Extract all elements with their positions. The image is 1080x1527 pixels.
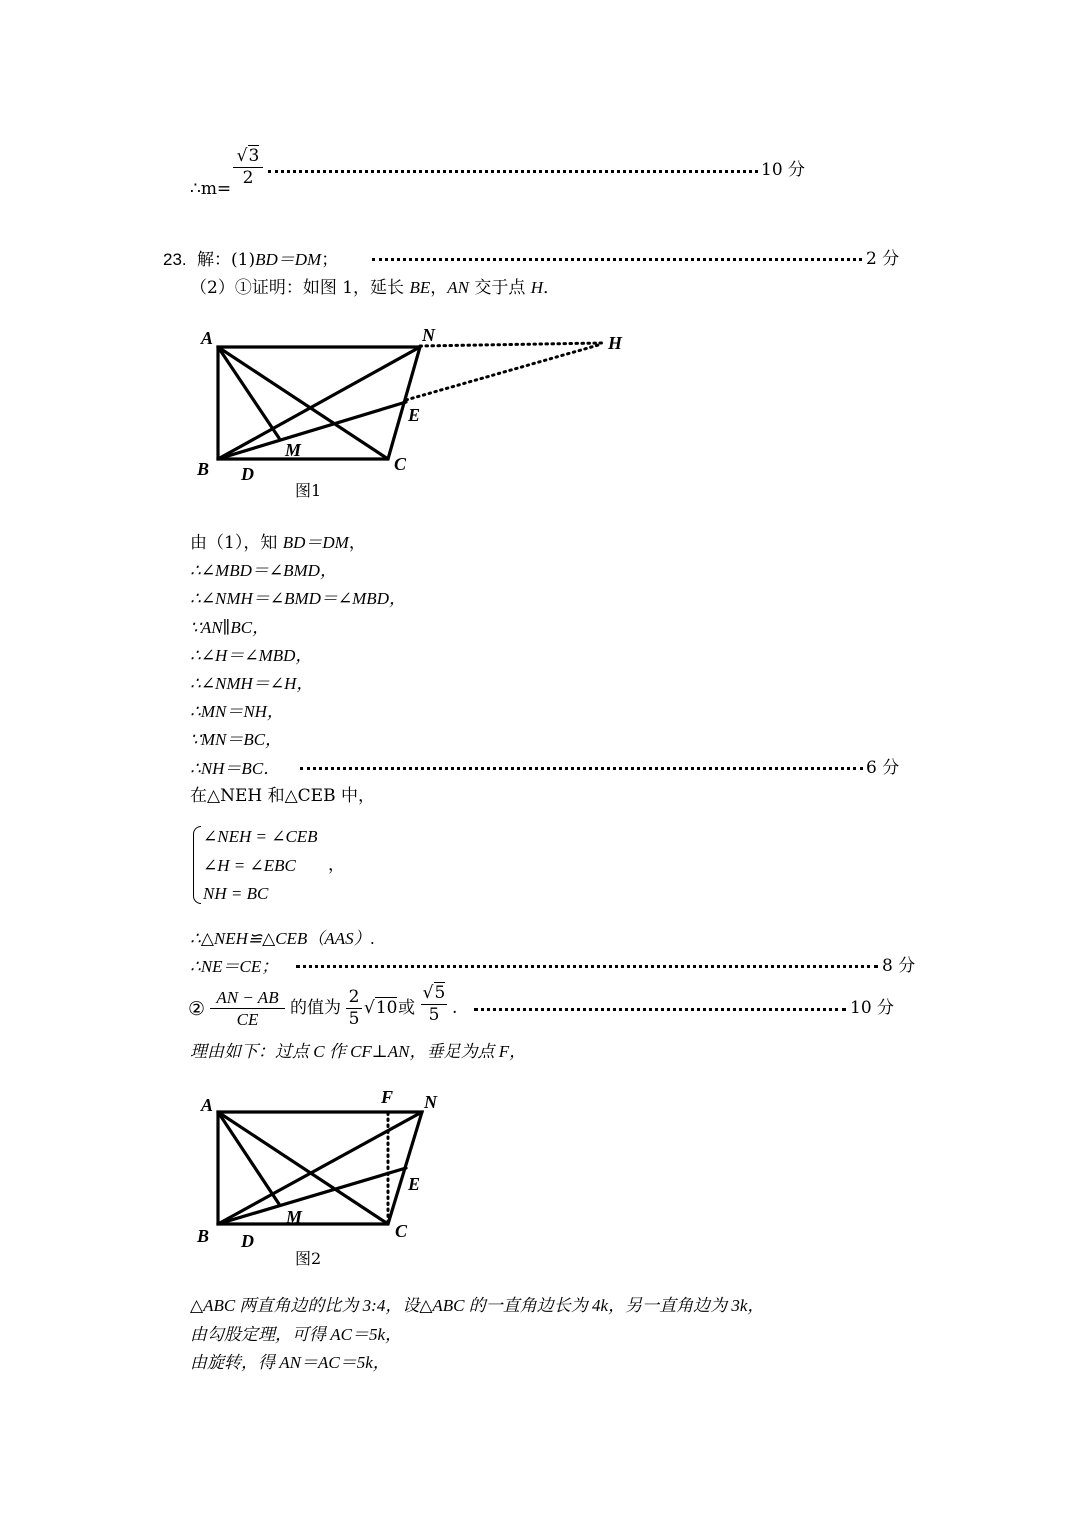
proof-line-8: ∵MN＝BC， xyxy=(190,730,283,749)
tail-line-1: △ABC 两直角边的比为 3:4，设△ABC 的一直角边长为 4k，另一直角边为 3k， xyxy=(190,1296,765,1315)
value-1-fraction xyxy=(346,989,362,1028)
fig2-label-b: B xyxy=(197,1226,210,1246)
fig1-label-m: M xyxy=(285,440,302,460)
fig1-label-d: D xyxy=(241,464,254,484)
period: . xyxy=(452,998,458,1018)
segment-bn xyxy=(218,1112,422,1224)
fig2-label-m: M xyxy=(286,1207,303,1227)
m-equals-label: ∴m= xyxy=(190,179,232,199)
value-1-radicand: 10 xyxy=(375,998,398,1018)
value-2-denominator: 5 xyxy=(428,1005,440,1025)
segment-am xyxy=(218,1112,279,1204)
proof-line-3: ∴∠NMH＝∠BMD＝∠MBD， xyxy=(190,589,406,608)
fig2-label-c: C xyxy=(395,1221,408,1241)
tail-line-3: 由旋转，得 AN＝AC＝5k， xyxy=(190,1353,390,1372)
fig2-label-e: E xyxy=(408,1174,421,1194)
value-2-radicand: 5 xyxy=(434,983,446,1003)
figure-1 xyxy=(0,0,1080,520)
intro-segment-an: AN xyxy=(447,278,469,297)
value-2-fraction xyxy=(421,985,447,1024)
figure-2 xyxy=(0,1080,1080,1280)
proof-line-11: ∴△NEH≌△CEB（AAS）. xyxy=(190,929,375,948)
dotted-eh xyxy=(406,344,602,400)
fraction-bar xyxy=(210,1008,285,1009)
score-label: 6 分 xyxy=(866,758,900,778)
answer-end: ； xyxy=(321,250,339,270)
proof-line-6: ∴∠NMH＝∠H， xyxy=(190,674,314,693)
sqrt-glyph: √3 xyxy=(236,146,260,166)
proof-text: 由（1），知 xyxy=(190,533,283,553)
score-leader-dots xyxy=(300,767,863,770)
score-label: 2 分 xyxy=(866,249,900,269)
fig1-label-a: A xyxy=(201,328,214,348)
proof-line-7: ∴MN＝NH， xyxy=(190,702,284,721)
sqrt-glyph: √5 xyxy=(422,983,446,1003)
score-leader-dots xyxy=(296,965,878,968)
fig2-label-a: A xyxy=(201,1095,214,1115)
proof-line-12: ∴NE＝CE； xyxy=(190,957,279,976)
segment-bn xyxy=(218,347,420,459)
ratio-denominator: CE xyxy=(236,1010,259,1029)
intro-segment-be: BE xyxy=(409,278,431,297)
value-1-denominator: 5 xyxy=(348,1009,360,1029)
reason-line: 理由如下：过点 C 作 CF⊥AN，垂足为点 F， xyxy=(190,1042,527,1061)
proof-text: ， xyxy=(348,533,366,553)
fig2-caption: 图2 xyxy=(295,1249,322,1268)
fig1-label-e: E xyxy=(408,405,421,425)
segment-ac xyxy=(218,347,388,459)
segment-am xyxy=(218,347,279,438)
ratio-numerator: AN − AB xyxy=(216,988,279,1007)
system-comma: ， xyxy=(328,855,345,875)
tail-line-2: 由勾股定理，可得 AC＝5k， xyxy=(190,1325,403,1344)
dotted-nh xyxy=(420,343,602,346)
fig2-label-d: D xyxy=(241,1231,254,1251)
fig2-label-n: N xyxy=(424,1092,437,1112)
segment-ac xyxy=(218,1112,388,1224)
m-value-denominator: 2 xyxy=(242,168,254,188)
intro-text: ， xyxy=(430,278,448,298)
intro-text: ． xyxy=(543,278,561,298)
proof-line-4: ∵AN∥BC， xyxy=(190,618,270,637)
intro-text: （2）①证明：如图 1，延长 xyxy=(190,278,410,298)
proof-expression: BD＝DM xyxy=(282,533,349,552)
proof-line-9: ∴NH＝BC． xyxy=(190,759,281,778)
fig1-label-b: B xyxy=(197,459,210,479)
value-1-numerator: 2 xyxy=(348,987,360,1007)
system-eq-2: ∠H = ∠EBC xyxy=(203,856,296,875)
question-number: 23. xyxy=(163,250,187,269)
fig1-label-n: N xyxy=(422,325,435,345)
score-label: 8 分 xyxy=(882,956,916,976)
system-eq-1: ∠NEH = ∠CEB xyxy=(203,827,318,846)
fig2-label-f: F xyxy=(381,1087,394,1107)
proof-line-1 xyxy=(190,534,366,552)
fig1-label-c: C xyxy=(394,454,407,474)
fig1-caption: 图1 xyxy=(295,481,322,500)
ratio-fraction xyxy=(210,989,285,1028)
m-value-radicand: 3 xyxy=(248,146,260,166)
score-label: 10 分 xyxy=(761,160,806,180)
proof-line-2: ∴∠MBD＝∠BMD， xyxy=(190,561,337,580)
score-label: 10 分 xyxy=(850,998,895,1018)
intro-text: 交于点 xyxy=(468,278,531,298)
proof-line-5: ∴∠H＝∠MBD， xyxy=(190,646,313,665)
score-leader-dots xyxy=(474,1008,846,1011)
intro-point-h: H xyxy=(530,278,544,297)
answer-prefix: 解：(1) xyxy=(197,250,256,270)
value-1-sqrt: √10 xyxy=(364,998,398,1018)
proof-line-10: 在△NEH 和△CEB 中， xyxy=(190,786,375,806)
fig1-label-h: H xyxy=(608,333,623,353)
system-eq-3: NH = BC xyxy=(203,884,269,903)
answer-expression: BD＝DM xyxy=(255,250,322,269)
or-label: 或 xyxy=(398,998,415,1018)
system-brace xyxy=(193,826,201,904)
circle-two-marker: ② xyxy=(188,998,206,1020)
value-is-label: 的值为 xyxy=(290,998,341,1018)
